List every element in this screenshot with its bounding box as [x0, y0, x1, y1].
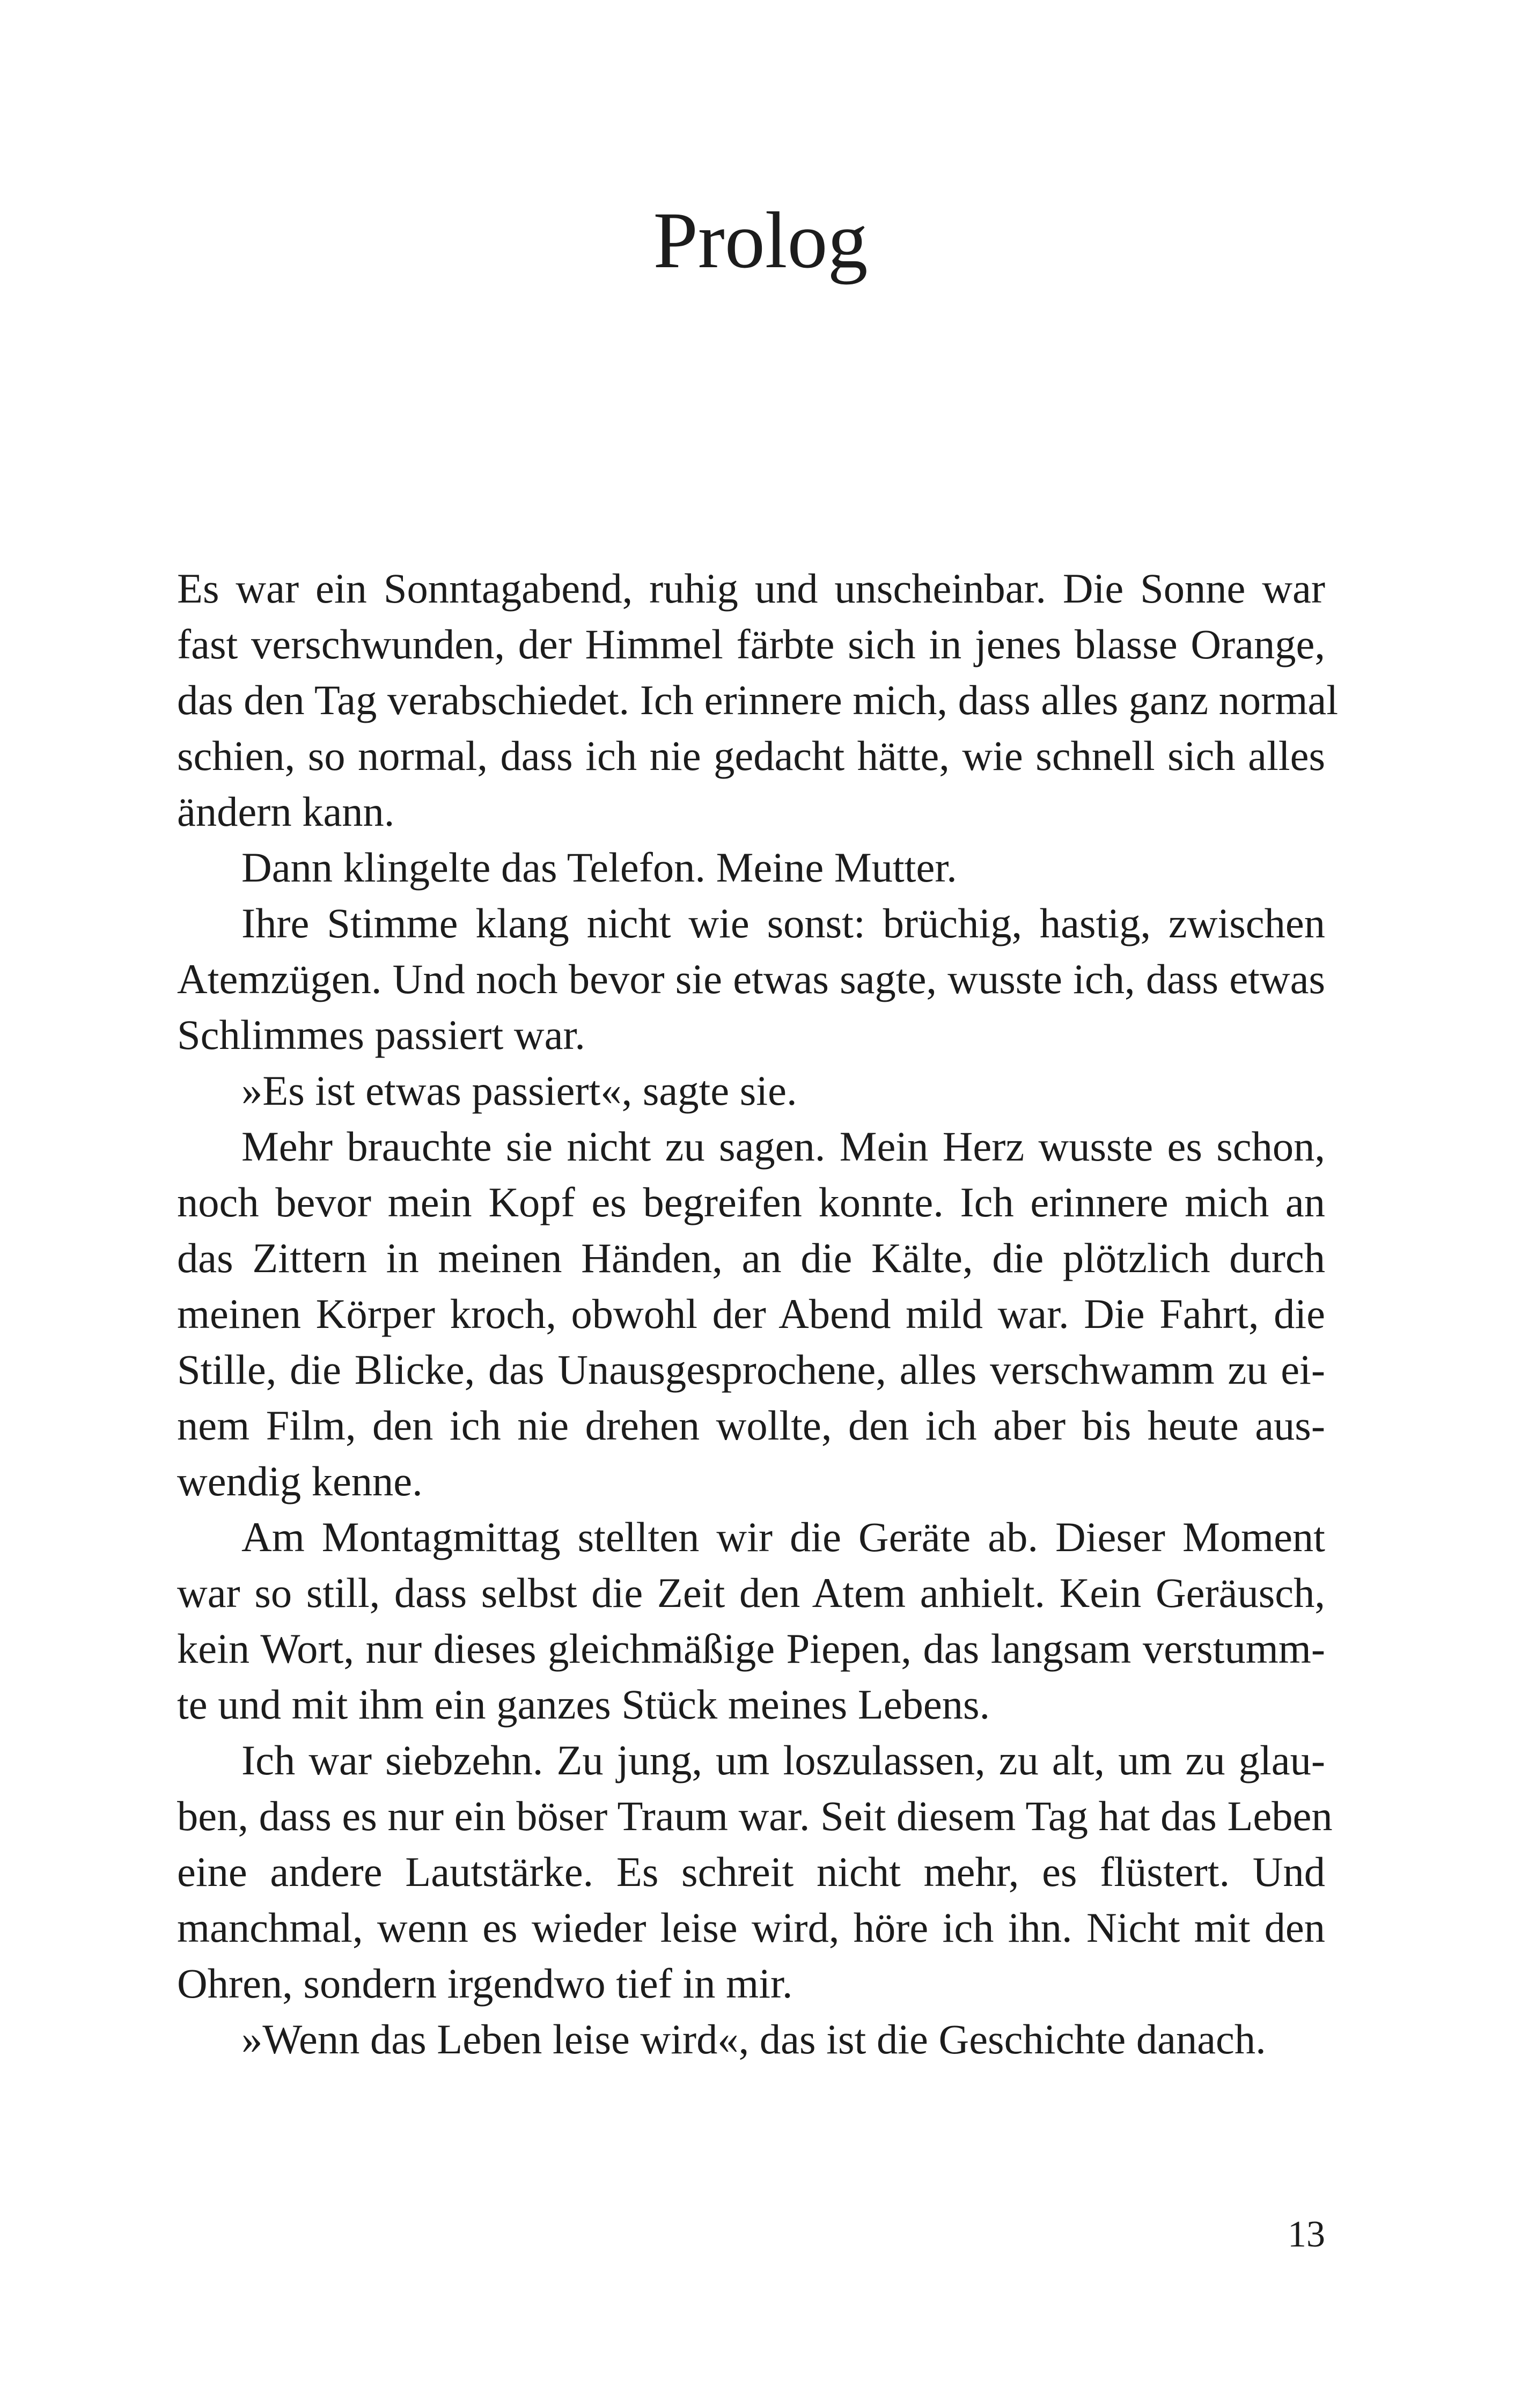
paragraph-line: Es war ein Sonntagabend, ruhig und unscheinbar. Die Sonne war: [177, 565, 1325, 612]
paragraph-line: fast verschwunden, der Himmel färbte sich in jenes blasse Orange,: [177, 621, 1325, 667]
paragraph-line: Ihre Stimme klang nicht wie sonst: brüchig, hastig, zwischen: [241, 900, 1325, 946]
paragraph-line: Ich war siebzehn. Zu jung, um loszulassen, zu alt, um zu glau-: [241, 1737, 1325, 1783]
paragraph-line: Dann klingelte das Telefon. Meine Mutter.: [241, 844, 957, 891]
paragraph-line: noch bevor mein Kopf es begreifen konnte. Ich erinnere mich an: [177, 1179, 1325, 1225]
paragraph-line: manchmal, wenn es wieder leise wird, höre ich ihn. Nicht mit den: [177, 1904, 1325, 1951]
paragraph-line: Am Montagmittag stellten wir die Geräte ab. Dieser Moment: [241, 1514, 1325, 1560]
paragraph-line: ändern kann.: [177, 788, 395, 835]
paragraph-line: Schlimmes passiert war.: [177, 1011, 585, 1058]
paragraph-line: kein Wort, nur dieses gleichmäßige Piepen, das langsam verstumm-: [177, 1625, 1325, 1672]
paragraph-line: Stille, die Blicke, das Unausgesprochene, alles verschwamm zu ei-: [177, 1346, 1325, 1393]
paragraph-line: das den Tag verabschiedet. Ich erinnere mich, dass alles ganz normal: [177, 677, 1339, 723]
paragraph-line: nem Film, den ich nie drehen wollte, den ich aber bis heute aus-: [177, 1402, 1325, 1449]
paragraph-line: »Es ist etwas passiert«, sagte sie.: [241, 1067, 797, 1114]
paragraph-line: ben, dass es nur ein böser Traum war. Seit diesem Tag hat das Leben: [177, 1793, 1333, 1839]
paragraph-line: eine andere Lautstärke. Es schreit nicht mehr, es flüstert. Und: [177, 1848, 1325, 1895]
page-number: 13: [1288, 2214, 1325, 2255]
paragraph-line: Mehr brauchte sie nicht zu sagen. Mein Herz wusste es schon,: [241, 1123, 1325, 1170]
paragraph-line: »Wenn das Leben leise wird«, das ist die Geschichte danach.: [241, 2016, 1266, 2062]
paragraph-line: das Zittern in meinen Händen, an die Kälte, die plötzlich durch: [177, 1235, 1325, 1281]
paragraph-line: Ohren, sondern irgendwo tief in mir.: [177, 1960, 793, 2007]
chapter-body: [177, 561, 1339, 2067]
paragraph-line: meinen Körper kroch, obwohl der Abend mild war. Die Fahrt, die: [177, 1290, 1325, 1337]
paragraph-line: wendig kenne.: [177, 1458, 423, 1504]
paragraph-line: schien, so normal, dass ich nie gedacht hätte, wie schnell sich alles: [177, 732, 1325, 779]
paragraph-line: Atemzügen. Und noch bevor sie etwas sagte, wusste ich, dass etwas: [177, 956, 1325, 1002]
paragraph-line: te und mit ihm ein ganzes Stück meines Lebens.: [177, 1681, 990, 1728]
chapter-title: Prolog: [653, 196, 868, 285]
paragraph-line: war so still, dass selbst die Zeit den Atem anhielt. Kein Geräusch,: [177, 1569, 1325, 1616]
